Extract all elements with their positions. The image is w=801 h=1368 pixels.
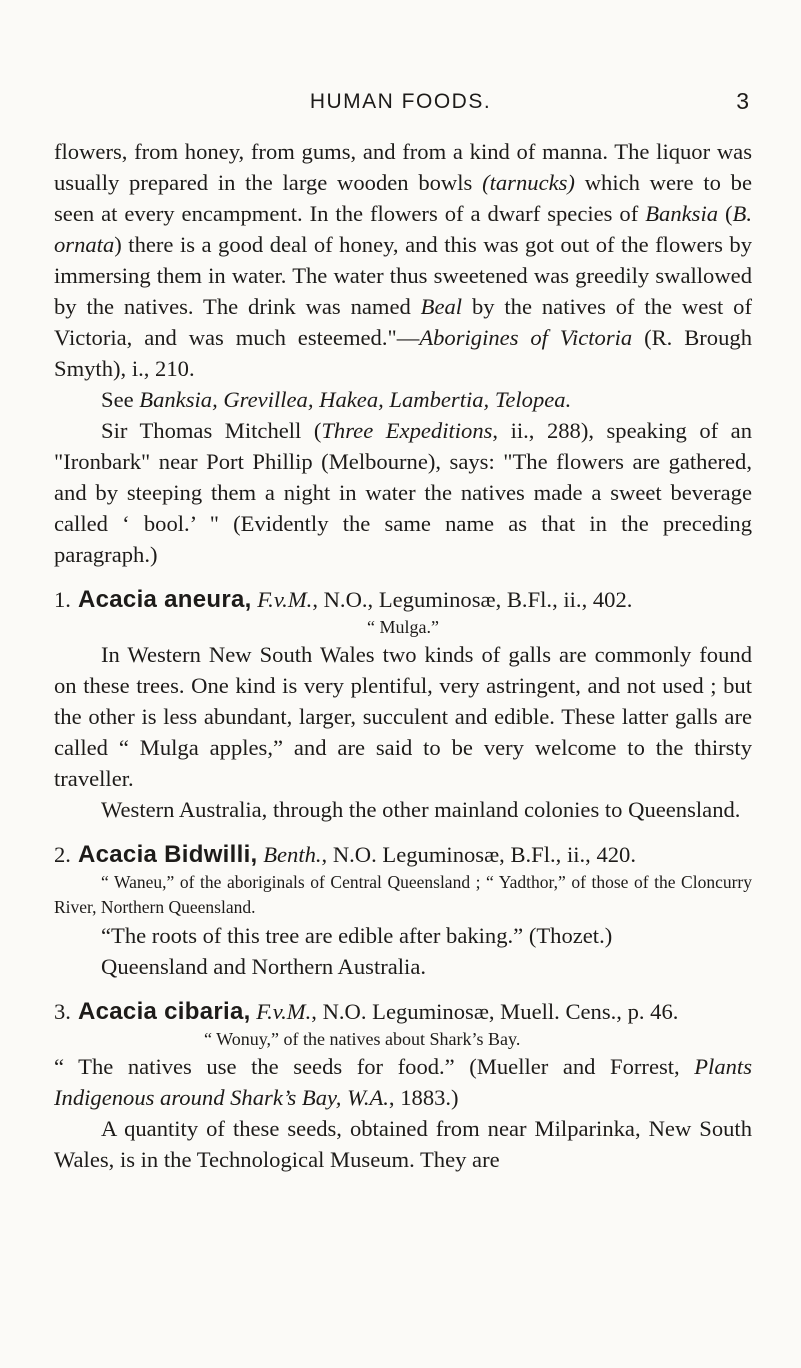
see-also-list: Banksia, Grevillea, Hakea, Lambertia, Telopea. — [139, 387, 572, 412]
entry-range: Queensland and Northern Australia. — [101, 954, 427, 979]
species-name: Acacia aneura, — [78, 586, 252, 613]
species-refs: , N.O. Leguminosæ, Muell. Cens., p. 46. — [311, 999, 679, 1024]
vernacular-name: “ Mulga.” — [367, 617, 439, 637]
entry-text: In Western New South Wales two kinds of galls are commonly found on these trees. One kind is very plentiful, very astringent, and not used ; but the other is less abundant, larger, succulent and edible. These latter galls are called “ Mulga apples,” and are said to be very welcome to the thirsty traveller. — [54, 642, 752, 791]
species-author: F.v.M. — [257, 587, 313, 612]
entry-text-continued: A quantity of these seeds, obtained from near Milparinka, New South Wales, is in the Technological Museum. They are — [54, 1116, 752, 1172]
entry-number: 2. — [54, 842, 71, 867]
citation-aborigines-of-victoria: Aborigines of Victoria — [419, 325, 633, 350]
species-name: Acacia cibaria, — [78, 998, 251, 1025]
entry-heading — [54, 584, 752, 615]
term-banksia: Banksia — [645, 201, 719, 226]
entry-heading — [54, 996, 752, 1027]
entry-text: “The roots of this tree are edible after baking.” (Thozet.) — [101, 923, 613, 948]
term-b-ornata: B. ornata — [54, 201, 752, 257]
citation-plants-indigenous: Plants Indigenous around Shark’s Bay, W.A. — [54, 1054, 752, 1110]
citation-three-expeditions: Three Expeditions — [321, 418, 493, 443]
entry-range: Western Australia, through the other mainland colonies to Queensland. — [101, 797, 741, 822]
paragraph-mitchell: Sir Thomas Mitchell (Three Expeditions, ii., 288), speaking of an "Ironbark" near Port Phillip (Melbourne), says: "The flowers are gathered, and by steeping them a night in water the natives made a sweet beverage called ‘ bool.’ " (Evidently the same name as that in the preceding paragraph.) — [54, 418, 752, 567]
see-also-line: See Banksia, Grevillea, Hakea, Lambertia, Telopea. — [101, 387, 572, 412]
vernacular-name: “ Wonuy,” of the natives about Shark’s Bay. — [204, 1029, 521, 1049]
term-beal: Beal — [420, 294, 463, 319]
term-tarnucks: (tarnucks) — [482, 170, 575, 195]
running-title: HUMAN FOODS. — [309, 90, 492, 113]
running-header — [0, 88, 801, 122]
page-number: 3 — [736, 88, 749, 114]
entry-text: “ The natives use the seeds for food.” (Mueller and Forrest, Plants Indigenous around Shark’s Bay, W.A., 1883.) — [54, 1054, 752, 1110]
species-author: F.v.M. — [256, 999, 312, 1024]
species-name: Acacia Bidwilli, — [78, 841, 258, 868]
entry-number: 3. — [54, 999, 71, 1024]
species-author: Benth. — [263, 842, 322, 867]
entry-heading — [54, 839, 752, 870]
vernacular-name: “ Waneu,” of the aboriginals of Central Queensland ; “ Yadthor,” of those of the Cloncurry River, Northern Queensland. — [54, 872, 752, 917]
species-refs: , N.O., Leguminosæ, B.Fl., ii., 402. — [312, 587, 633, 612]
species-refs: , N.O. Leguminosæ, B.Fl., ii., 420. — [321, 842, 636, 867]
entry-number: 1. — [54, 587, 71, 612]
paragraph-continued: flowers, from honey, from gums, and from a kind of manna. The liquor was usually prepared in the large wooden bowls (tarnucks) which were to be seen at every encampment. In the flowers of a dwarf species of Banksia (B. ornata) there is a good deal of honey, and this was got out of the flowers by immersing them in water. The water thus sweetened was greedily swallowed by the natives. The drink was named Beal by the natives of the west of Victoria, and was much esteemed."—Aborigines of Victoria (R. Brough Smyth), i., 210. — [54, 139, 753, 381]
page-body — [54, 136, 752, 1175]
